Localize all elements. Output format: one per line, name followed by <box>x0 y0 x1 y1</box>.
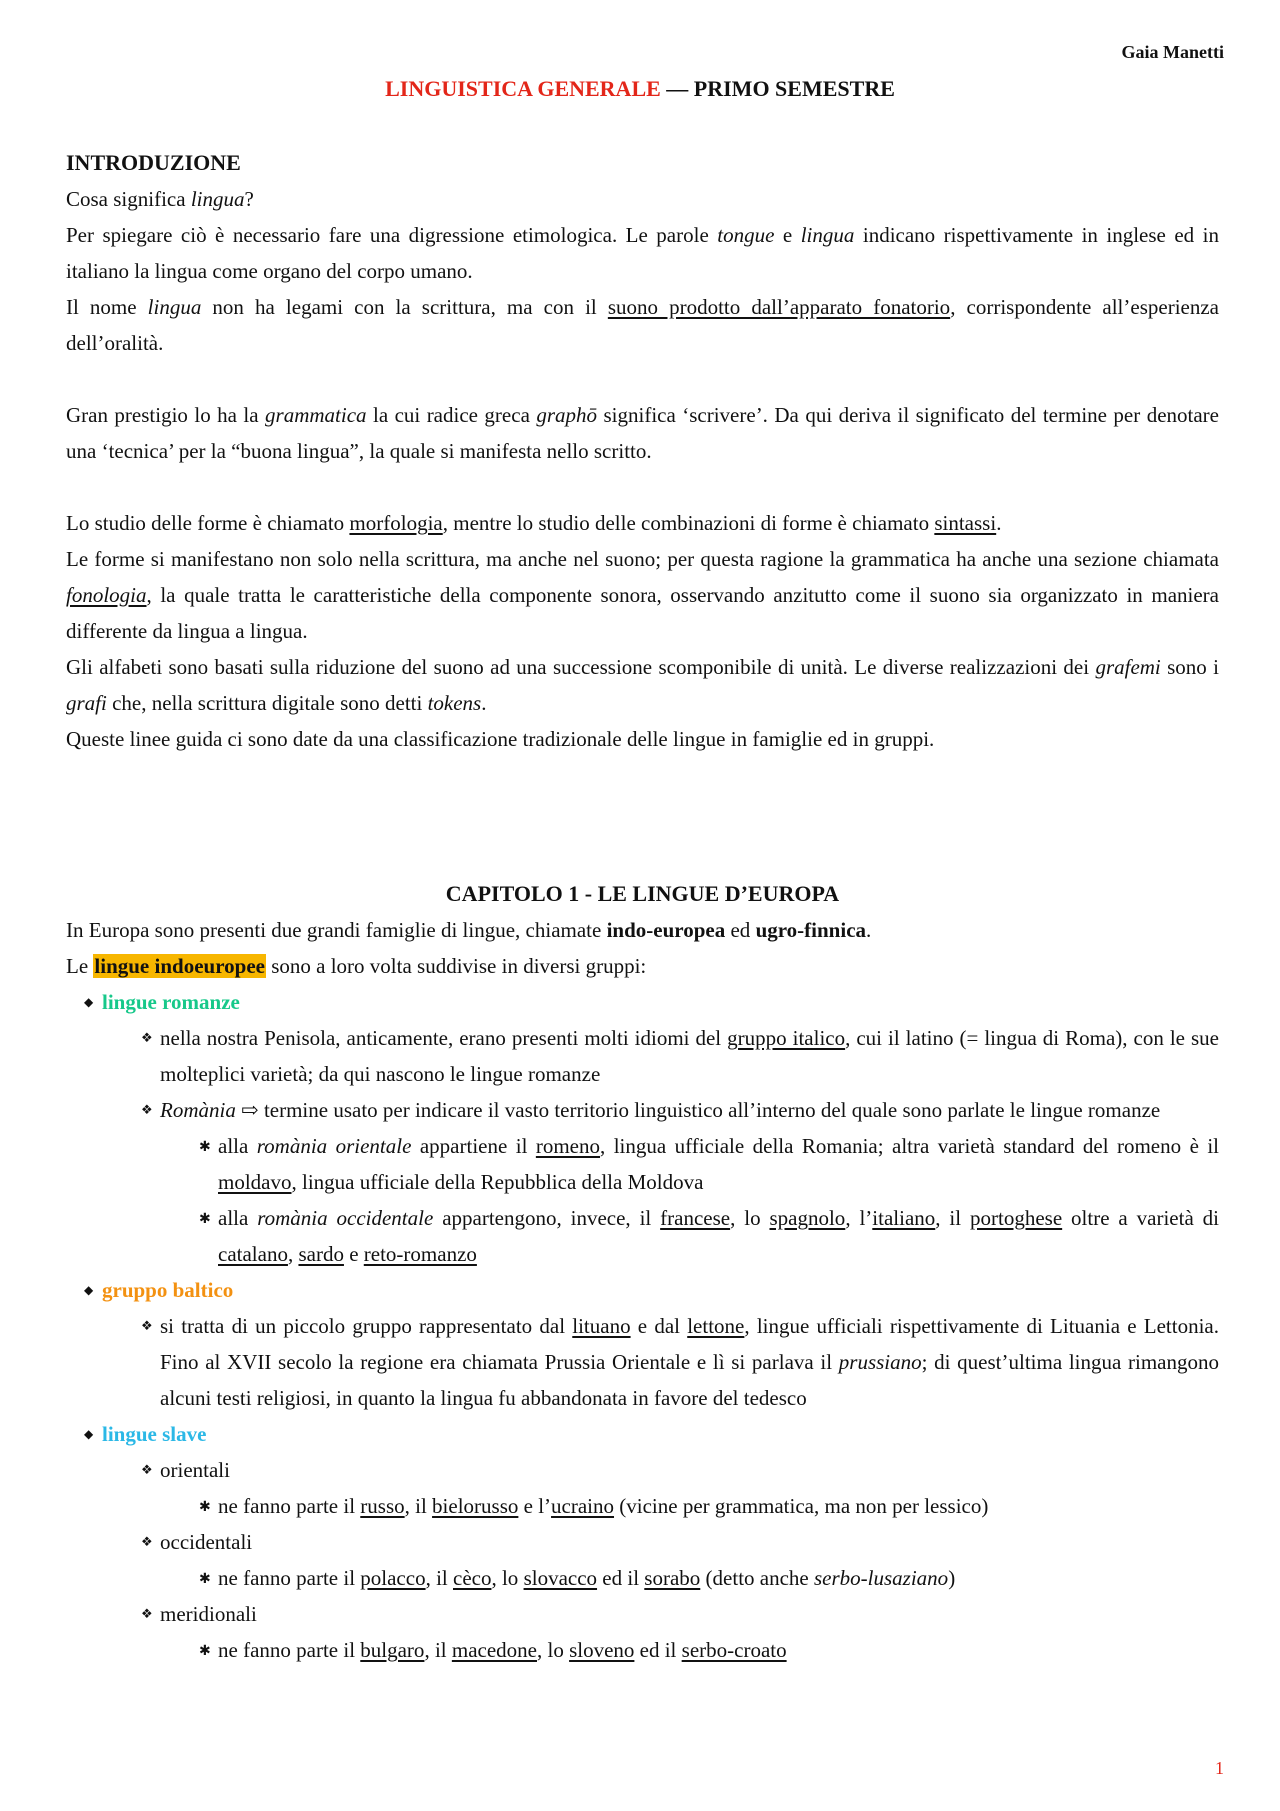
list-item-lingue-slave <box>66 1416 1219 1452</box>
paragraph <box>66 217 1219 289</box>
spacer <box>66 361 1219 397</box>
text: ne fanno parte il <box>218 1494 361 1518</box>
term-italic: lingua <box>147 295 202 319</box>
text: Le <box>66 954 94 978</box>
text: Lo studio delle forme è chiamato <box>66 511 350 535</box>
document-title <box>0 74 1280 104</box>
text: Cosa significa <box>66 187 191 211</box>
text: che, nella scrittura digitale sono detti <box>106 691 428 715</box>
text: ) <box>948 1566 956 1590</box>
list-item-lingue-romanze <box>66 984 1219 1020</box>
term-underlined: sardo <box>298 1242 344 1266</box>
text: , lo <box>491 1566 524 1590</box>
list-item <box>66 1200 1219 1272</box>
list-item <box>66 1560 1219 1596</box>
term-italic: prussiano <box>838 1350 922 1374</box>
text: significa ‘scrivere’. Da qui deriva il significato del termine per denotare una ‘tecnica’ per la “buona lingua”, la quale si manifesta nello scritto. <box>66 403 1219 463</box>
text: ne fanno parte il <box>218 1638 361 1662</box>
term-italic: graphō <box>536 403 598 427</box>
list-item-gruppo-baltico <box>66 1272 1219 1308</box>
term-underlined: macedone <box>451 1638 537 1662</box>
term-italic: tongue <box>717 223 775 247</box>
text: , il <box>424 1638 452 1662</box>
text: (vicine per grammatica, ma non per lessico) <box>614 1494 989 1518</box>
text: . <box>481 691 487 715</box>
text: Gli alfabeti sono basati sulla riduzione del suono ad una successione scomponibile di unità. Le diverse realizzazioni dei <box>66 655 1096 679</box>
text: , il <box>935 1206 970 1230</box>
term-italic: grammatica <box>265 403 367 427</box>
author-name: Gaia Manetti <box>1121 42 1224 62</box>
term-underlined: lettone <box>687 1314 745 1338</box>
page-number: 1 <box>1215 1758 1224 1778</box>
spacer <box>66 469 1219 505</box>
text: ed il <box>634 1638 682 1662</box>
term-underlined: portoghese <box>970 1206 1063 1230</box>
term-underlined: cèco <box>453 1566 492 1590</box>
text: Per spiegare ciò è necessario fare una digressione etimologica. Le parole <box>66 223 718 247</box>
text: e <box>343 1242 364 1266</box>
group-label: lingue slave <box>102 1422 207 1446</box>
chapter-heading: CAPITOLO 1 - LE LINGUE D’EUROPA <box>445 881 840 906</box>
list-item <box>66 1488 1219 1524</box>
text: ne fanno parte il <box>218 1566 361 1590</box>
paragraph: Queste linee guida ci sono date da una classificazione tradizionale delle lingue in famiglie ed in gruppi. <box>66 727 935 751</box>
group-label: gruppo baltico <box>102 1278 234 1302</box>
term-underlined: sorabo <box>644 1566 701 1590</box>
list-item <box>66 1128 1219 1200</box>
text: (detto anche <box>700 1566 814 1590</box>
term-italic: lingua <box>190 187 245 211</box>
text: e <box>774 223 801 247</box>
term-italic: Romània <box>160 1098 236 1122</box>
text: Le forme si manifestano non solo nella scrittura, ma anche nel suono; per questa ragione la grammatica ha anche una sezione chiamata <box>66 547 1219 571</box>
term-underlined: morfologia <box>349 511 443 535</box>
term-underlined: francese <box>660 1206 731 1230</box>
text: , il <box>425 1566 453 1590</box>
term-italic-underlined: fonologia <box>66 583 147 607</box>
arrow-icon: ⇨ <box>235 1098 264 1122</box>
text: non ha legami con la scrittura, ma con il <box>201 295 608 319</box>
term-underlined: slovacco <box>523 1566 598 1590</box>
term-italic: romània orientale <box>256 1134 412 1158</box>
term-underlined: lituano <box>572 1314 631 1338</box>
term-italic: romània occidentale <box>257 1206 434 1230</box>
text: alla <box>218 1206 258 1230</box>
term-underlined: spagnolo <box>769 1206 846 1230</box>
text: , lingue ufficiali rispettivamente di Lituania e Lettonia. Fino al XVII secolo la regione era chiamata Prussia Orientale e lì si parlava il <box>160 1314 1219 1374</box>
text: termine usato per indicare il vasto territorio linguistico all’interno del quale sono parlate le lingue romanze <box>263 1098 1161 1122</box>
term-italic: lingua <box>800 223 855 247</box>
paragraph <box>66 649 1219 721</box>
list-item: ❖ occidentali <box>66 1524 1219 1560</box>
text: nella nostra Penisola, anticamente, erano presenti molti idiomi del <box>160 1026 728 1050</box>
section-heading-introduction: INTRODUZIONE <box>66 150 241 175</box>
paragraph <box>66 948 1219 984</box>
text: sono i <box>1160 655 1219 679</box>
text: , lo <box>536 1638 570 1662</box>
list-item: ❖ orientali <box>66 1452 1219 1488</box>
text: , la quale tratta le caratteristiche della componente sonora, osservando anzitutto come il suono sia organizzato in maniera differente da lingua a lingua. <box>66 583 1219 643</box>
term-underlined: bulgaro <box>360 1638 425 1662</box>
text: indicano rispettivamente in inglese ed in italiano la lingua come organo del corpo umano. <box>66 223 1219 283</box>
term-underlined: catalano <box>218 1242 288 1266</box>
term-italic: tokens <box>427 691 482 715</box>
term-underlined: bielorusso <box>432 1494 519 1518</box>
text: appartengono, invece, il <box>433 1206 661 1230</box>
text: . <box>996 511 1002 535</box>
text: , lingua ufficiale della Romania; altra varietà standard del romeno è il <box>600 1134 1219 1158</box>
term-underlined: reto-romanzo <box>363 1242 477 1266</box>
text: e dal <box>630 1314 688 1338</box>
text: Gran prestigio lo ha la <box>66 403 266 427</box>
term-underlined: romeno <box>535 1134 601 1158</box>
text: , mentre lo studio delle combinazioni di forme è chiamato <box>442 511 935 535</box>
text: , il <box>404 1494 433 1518</box>
text: ed il <box>597 1566 645 1590</box>
term-italic: grafi <box>66 691 107 715</box>
text: alla <box>218 1134 257 1158</box>
text: , l’ <box>845 1206 873 1230</box>
term-underlined: sintassi <box>934 511 997 535</box>
group-label: lingue romanze <box>102 990 240 1014</box>
term-underlined: russo <box>360 1494 405 1518</box>
list-item <box>66 1308 1219 1416</box>
term-underlined: polacco <box>360 1566 426 1590</box>
text: appartiene il <box>411 1134 536 1158</box>
text: , cui il latino (= lingua di Roma), con le sue molteplici varietà; da qui nascono le lingue romanze <box>160 1026 1219 1086</box>
chapter-1-section <box>66 876 1219 1668</box>
term-underlined: serbo-croato <box>681 1638 787 1662</box>
text: In Europa sono presenti due grandi famiglie di lingue, chiamate <box>66 918 607 942</box>
text: , lingua ufficiale della Repubblica della Moldova <box>291 1170 704 1194</box>
paragraph <box>66 541 1219 649</box>
text: . <box>866 918 872 942</box>
paragraph <box>66 289 1219 361</box>
text: e l’ <box>518 1494 552 1518</box>
term-italic: serbo-lusaziano <box>814 1566 949 1590</box>
list-item: ❖ meridionali <box>66 1596 1219 1632</box>
text: sono a loro volta suddivise in diversi gruppi: <box>265 954 647 978</box>
term-italic: grafemi <box>1095 655 1161 679</box>
term-bold: ugro-finnica <box>755 918 867 942</box>
text: , corrispondente all’esperienza dell’oralità. <box>66 295 1219 355</box>
term-underlined: sloveno <box>569 1638 635 1662</box>
text: la cui radice greca <box>366 403 537 427</box>
term-underlined: suono prodotto dall’apparato fonatorio <box>607 295 951 319</box>
text: si tratta di un piccolo gruppo rappresentato dal <box>160 1314 573 1338</box>
term-underlined: ucraino <box>551 1494 615 1518</box>
term-underlined: italiano <box>872 1206 936 1230</box>
text: , lo <box>730 1206 770 1230</box>
term-underlined: gruppo italico <box>727 1026 846 1050</box>
term-bold: indo-europea <box>606 918 726 942</box>
list-item <box>66 1020 1219 1092</box>
title-course: LINGUISTICA GENERALE <box>385 76 661 101</box>
text: ed <box>725 918 756 942</box>
text: oltre a varietà di <box>1062 1206 1220 1230</box>
text: ? <box>244 187 254 211</box>
introduction-section <box>66 145 1219 757</box>
paragraph <box>66 505 1219 541</box>
text: ; di quest’ultima lingua rimangono alcuni testi religiosi, in quanto la lingua fu abbandonata in favore del tedesco <box>160 1350 1219 1410</box>
term-underlined: moldavo <box>218 1170 292 1194</box>
highlighted-term: lingue indoeuropee <box>94 954 265 978</box>
paragraph <box>66 397 1219 469</box>
list-item <box>66 1092 1219 1128</box>
list-item <box>66 1632 1219 1668</box>
paragraph <box>66 912 1219 948</box>
text: , <box>287 1242 299 1266</box>
title-semester: — PRIMO SEMESTRE <box>660 76 895 101</box>
paragraph <box>66 181 1219 217</box>
language-groups-list <box>66 984 1219 1668</box>
text: Il nome <box>66 295 148 319</box>
